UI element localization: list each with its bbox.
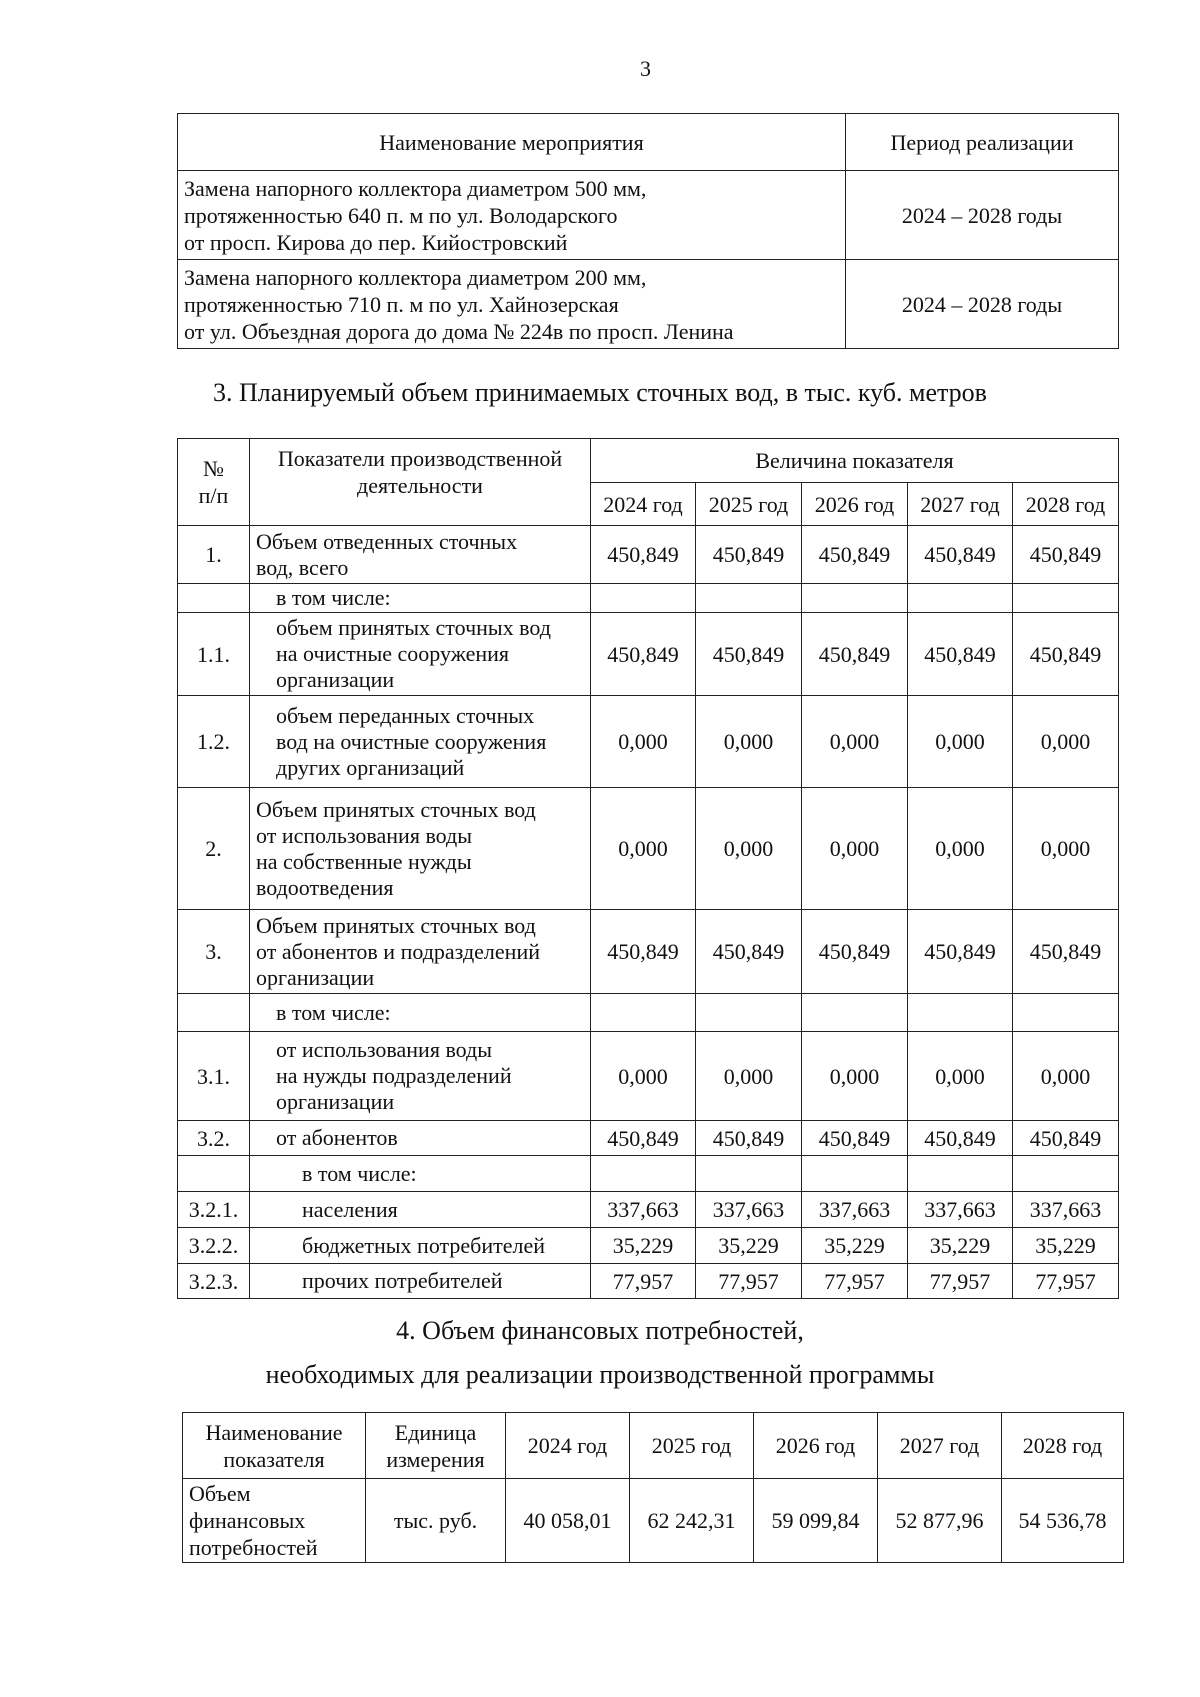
row-value: 450,849 (1013, 1121, 1119, 1156)
header-year: 2027 год (908, 483, 1013, 526)
section3-title: 3. Планируемый объем принимаемых сточных вод, в тыс. куб. метров (213, 378, 987, 407)
row-value: 0,000 (908, 696, 1013, 788)
row-value (802, 1156, 908, 1192)
row-number (178, 994, 250, 1032)
value-2027: 52 877,96 (878, 1479, 1002, 1563)
row-value: 450,849 (802, 1121, 908, 1156)
row-value: 77,957 (1013, 1264, 1119, 1299)
header-period: Период реализации (846, 114, 1119, 171)
header-year: 2025 год (696, 483, 802, 526)
table-row (178, 696, 1119, 788)
row-value: 77,957 (696, 1264, 802, 1299)
table-row (178, 613, 1119, 696)
header-year: 2028 год (1013, 483, 1119, 526)
header-unit: Единица измерения (366, 1413, 506, 1479)
row-label: Объем принятых сточных вод от использования воды на собственные нужды водоотведения (250, 788, 591, 910)
measure-name: Замена напорного коллектора диаметром 500 мм, протяженностью 640 п. м по ул. Володарского от просп. Кирова до пер. Кийостровский (178, 171, 846, 260)
row-value: 450,849 (1013, 910, 1119, 994)
header-indicator-name: Наименование показателя (183, 1413, 366, 1479)
measures-table (177, 113, 1119, 349)
row-value: 450,849 (696, 910, 802, 994)
row-number (178, 584, 250, 613)
row-value: 450,849 (591, 910, 696, 994)
row-number: 3.1. (178, 1032, 250, 1121)
row-value: 35,229 (802, 1228, 908, 1264)
row-value: 0,000 (591, 1032, 696, 1121)
header-year: 2028 год (1002, 1413, 1124, 1479)
row-value: 337,663 (908, 1192, 1013, 1228)
row-value: 0,000 (591, 788, 696, 910)
wastewater-volume-table (177, 438, 1119, 1299)
row-number: 1.2. (178, 696, 250, 788)
row-number: 1. (178, 526, 250, 584)
measure-period: 2024 – 2028 годы (846, 260, 1119, 349)
row-value (696, 584, 802, 613)
table-row (178, 994, 1119, 1032)
row-value (1013, 584, 1119, 613)
row-value: 77,957 (908, 1264, 1013, 1299)
measure-name: Замена напорного коллектора диаметром 200 мм, протяженностью 710 п. м по ул. Хайнозерская от ул. Объездная дорога до дома № 224в по просп. Ленина (178, 260, 846, 349)
row-number: 2. (178, 788, 250, 910)
row-value: 0,000 (696, 696, 802, 788)
row-value: 450,849 (802, 613, 908, 696)
row-number (178, 1156, 250, 1192)
section4-title-line1: 4. Объем финансовых потребностей, (396, 1316, 804, 1345)
row-value: 450,849 (908, 526, 1013, 584)
row-value: 450,849 (696, 1121, 802, 1156)
value-2026: 59 099,84 (754, 1479, 878, 1563)
row-value: 0,000 (696, 788, 802, 910)
table-row (178, 1192, 1119, 1228)
row-value: 450,849 (908, 613, 1013, 696)
row-value: 0,000 (802, 696, 908, 788)
row-value (908, 1156, 1013, 1192)
indicator-name: Объем финансовых потребностей (183, 1479, 366, 1563)
row-value: 337,663 (591, 1192, 696, 1228)
row-value (802, 584, 908, 613)
table-row (178, 788, 1119, 910)
row-value: 450,849 (696, 613, 802, 696)
row-number: 3. (178, 910, 250, 994)
row-label: от абонентов (250, 1121, 591, 1156)
row-value (696, 994, 802, 1032)
row-value: 337,663 (802, 1192, 908, 1228)
row-value: 0,000 (908, 1032, 1013, 1121)
value-2025: 62 242,31 (630, 1479, 754, 1563)
row-value: 337,663 (1013, 1192, 1119, 1228)
row-value: 0,000 (1013, 788, 1119, 910)
header-year: 2024 год (591, 483, 696, 526)
row-value: 35,229 (696, 1228, 802, 1264)
row-value: 0,000 (802, 1032, 908, 1121)
table-row (178, 910, 1119, 994)
header-value: Величина показателя (591, 439, 1119, 483)
row-value (591, 584, 696, 613)
row-value: 450,849 (908, 910, 1013, 994)
row-value: 450,849 (591, 1121, 696, 1156)
row-value: 0,000 (1013, 696, 1119, 788)
row-value: 35,229 (1013, 1228, 1119, 1264)
table-row (178, 584, 1119, 613)
row-label: населения (250, 1192, 591, 1228)
row-value (591, 1156, 696, 1192)
row-value: 450,849 (802, 526, 908, 584)
row-value: 77,957 (802, 1264, 908, 1299)
table-row (178, 1264, 1119, 1299)
row-value (1013, 994, 1119, 1032)
row-value: 450,849 (802, 910, 908, 994)
row-value: 0,000 (696, 1032, 802, 1121)
row-value (802, 994, 908, 1032)
row-value (1013, 1156, 1119, 1192)
row-value: 77,957 (591, 1264, 696, 1299)
row-value: 450,849 (908, 1121, 1013, 1156)
row-number: 3.2.2. (178, 1228, 250, 1264)
row-label: в том числе: (250, 584, 591, 613)
table-row (178, 526, 1119, 584)
row-label: в том числе: (250, 1156, 591, 1192)
header-year: 2025 год (630, 1413, 754, 1479)
header-year: 2026 год (754, 1413, 878, 1479)
row-number: 1.1. (178, 613, 250, 696)
row-value (908, 584, 1013, 613)
row-value: 35,229 (591, 1228, 696, 1264)
row-number: 3.2.3. (178, 1264, 250, 1299)
row-value: 0,000 (591, 696, 696, 788)
header-num: № п/п (178, 439, 250, 526)
row-value: 450,849 (1013, 526, 1119, 584)
table-row (178, 1156, 1119, 1192)
row-label: бюджетных потребителей (250, 1228, 591, 1264)
header-year: 2024 год (506, 1413, 630, 1479)
table-row (178, 1228, 1119, 1264)
page-number: 3 (640, 56, 651, 81)
row-value: 450,849 (1013, 613, 1119, 696)
financial-needs-table (182, 1412, 1124, 1563)
value-2024: 40 058,01 (506, 1479, 630, 1563)
row-value (908, 994, 1013, 1032)
header-measure-name: Наименование мероприятия (178, 114, 846, 171)
row-value: 0,000 (802, 788, 908, 910)
header-indicator: Показатели производственной деятельности (250, 439, 591, 526)
row-value: 337,663 (696, 1192, 802, 1228)
row-value: 450,849 (696, 526, 802, 584)
row-label: Объем отведенных сточных вод, всего (250, 526, 591, 584)
table-row (178, 1121, 1119, 1156)
table-row (178, 1032, 1119, 1121)
row-label: объем принятых сточных вод на очистные сооружения организации (250, 613, 591, 696)
row-value: 35,229 (908, 1228, 1013, 1264)
row-label: от использования воды на нужды подразделений организации (250, 1032, 591, 1121)
header-year: 2027 год (878, 1413, 1002, 1479)
header-year: 2026 год (802, 483, 908, 526)
value-2028: 54 536,78 (1002, 1479, 1124, 1563)
row-label: объем переданных сточных вод на очистные сооружения других организаций (250, 696, 591, 788)
section4-title-line2: необходимых для реализации производственной программы (265, 1360, 935, 1389)
row-value: 450,849 (591, 613, 696, 696)
row-value: 0,000 (1013, 1032, 1119, 1121)
unit: тыс. руб. (366, 1479, 506, 1563)
row-label: в том числе: (250, 994, 591, 1032)
row-label: Объем принятых сточных вод от абонентов и подразделений организации (250, 910, 591, 994)
row-value: 0,000 (908, 788, 1013, 910)
row-label: прочих потребителей (250, 1264, 591, 1299)
measure-period: 2024 – 2028 годы (846, 171, 1119, 260)
row-value (696, 1156, 802, 1192)
row-number: 3.2. (178, 1121, 250, 1156)
row-value (591, 994, 696, 1032)
row-number: 3.2.1. (178, 1192, 250, 1228)
row-value: 450,849 (591, 526, 696, 584)
